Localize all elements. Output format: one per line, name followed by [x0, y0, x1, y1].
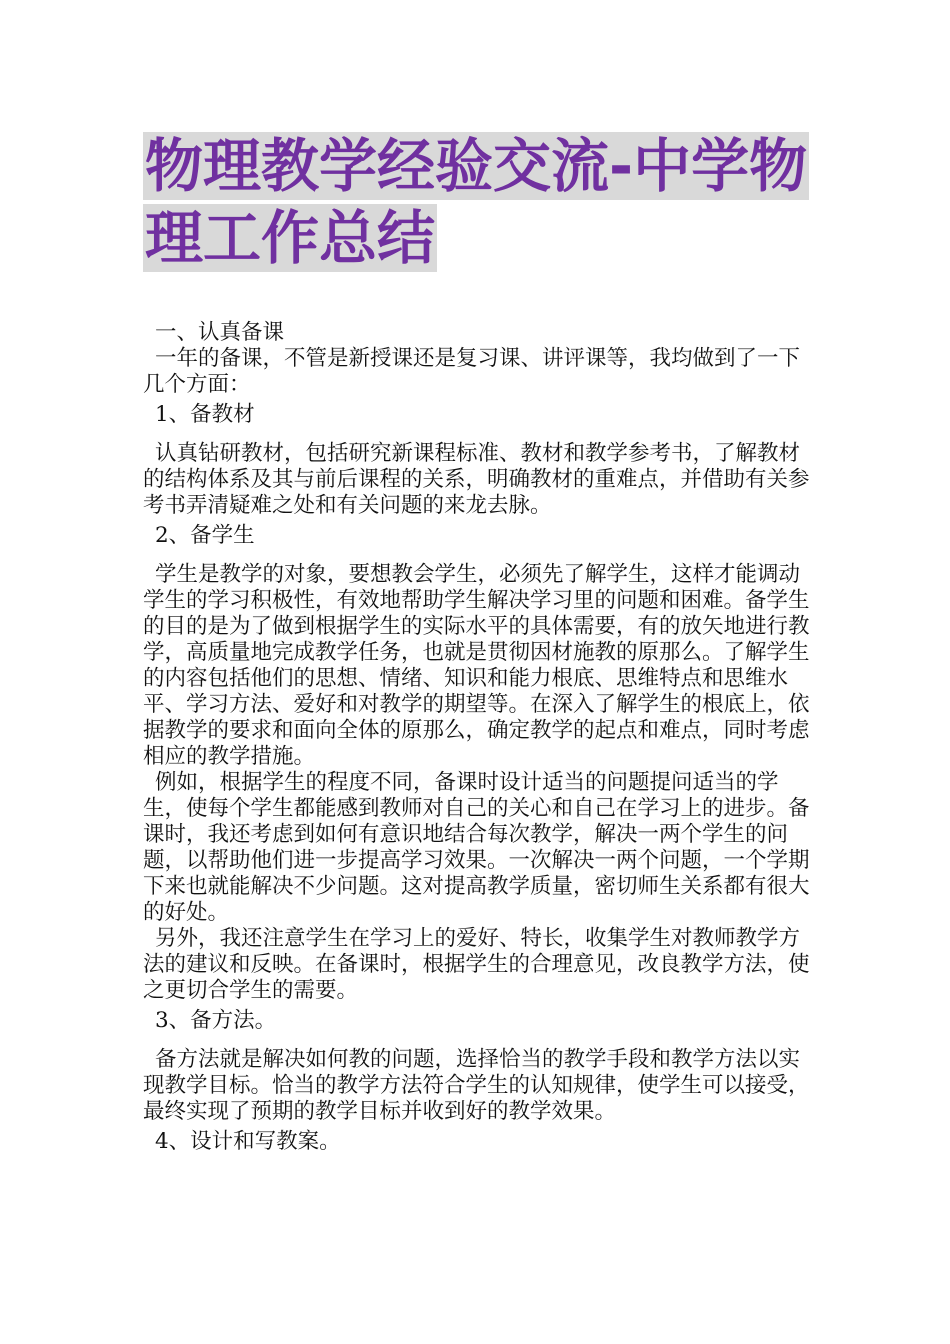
paragraph: 备方法就是解决如何教的问题，选择恰当的教学手段和教学方法以实现教学目标。恰当的教学方法符合学生的认知规律，使学生可以接受，最终实现了预期的教学目标并收到好的教学效果。	[143, 1047, 810, 1124]
subsection-heading: 1、备教材	[155, 402, 255, 427]
paragraph: 例如，根据学生的程度不同，备课时设计适当的问题提问适当的学生，使每个学生都能感到教师对自己的关心和自己在学习上的进步。备课时，我还考虑到如何有意识地结合每次教学，解决一两个学生的问题，以帮助他们进一步提高学习效果。一次解决一两个问题，一个学期下来也就能解决不少问题。这对提高教学质量，密切师生关系都有很大的好处。	[143, 770, 810, 925]
paragraph: 学生是教学的对象，要想教会学生，必须先了解学生，这样才能调动学生的学习积极性，有效地帮助学生解决学习里的问题和困难。备学生的目的是为了做到根据学生的实际水平的具体需要，有的放矢地进行教学，高质量地完成教学任务，也就是贯彻因材施教的原那么。了解学生的内容包括他们的思想、情绪、知识和能力根底、思维特点和思维水平、学习方法、爱好和对教学的期望等。在深入了解学生的根底上，依据教学的要求和面向全体的原那么，确定教学的起点和难点，同时考虑相应的教学措施。	[143, 562, 810, 769]
subsection-heading: 2、备学生	[155, 523, 255, 548]
title-text: 物理教学经验交流-中学物理工作总结	[145, 132, 808, 272]
subsection-heading: 4、设计和写教案。	[155, 1129, 341, 1154]
paragraph: 认真钻研教材，包括研究新课程标准、教材和教学参考书，了解教材的结构体系及其与前后课程的关系，明确教材的重难点，并借助有关参考书弄清疑难之处和有关问题的来龙去脉。	[143, 441, 810, 518]
document-title	[143, 130, 823, 274]
section-heading: 一、认真备课	[155, 320, 285, 345]
subsection-heading: 3、备方法。	[155, 1008, 277, 1033]
document-body	[143, 320, 811, 1168]
paragraph: 另外，我还注意学生在学习上的爱好、特长，收集学生对教师教学方法的建议和反映。在备课时，根据学生的合理意见，改良教学方法，使之更切合学生的需要。	[143, 926, 810, 1003]
paragraph: 一年的备课，不管是新授课还是复习课、讲评课等，我均做到了一下几个方面：	[143, 346, 801, 397]
